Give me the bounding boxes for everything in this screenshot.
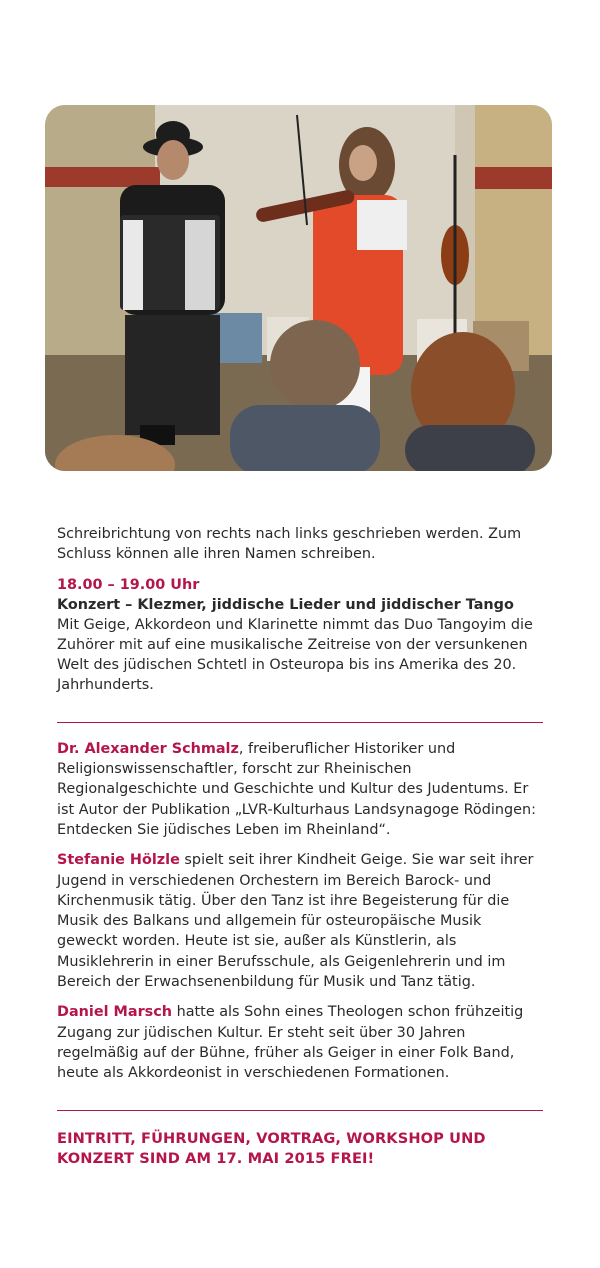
bio-schmalz: [57, 739, 543, 840]
event-time: 18.00 – 19.00 Uhr: [57, 576, 200, 593]
bio-name: Dr. Alexander Schmalz: [57, 740, 239, 757]
bio-text: , freiberuflicher Historiker und Religionswissenschaftler, forscht zur Rheinischen Regionalgeschichte und Geschichte und Kultur des Judentums. Er ist Autor der Publikation „LVR-Kulturhaus Landsynagoge Rödingen: Entdecken Sie jüdisches Leben im Rheinland“.: [57, 740, 536, 838]
intro-text: Schreibrichtung von rechts nach links geschrieben werden. Zum Schluss können alle ihren Namen schreiben.: [57, 526, 522, 563]
event-description: Mit Geige, Akkordeon und Klarinette nimmt das Duo Tangoyim die Zuhörer mit auf eine musikalische Zeitreise von der versunkenen Welt des jüdischen Schtetl in Osteuropa bis ins Amerika des 20. Jahrhunderts.: [57, 616, 533, 694]
bio-name: Stefanie Hölzle: [57, 852, 180, 869]
content: [57, 524, 543, 1170]
bio-text: hatte als Sohn eines Theologen schon frühzeitig Zugang zur jüdischen Kultur. Er steht seit über 30 Jahren regelmäßig auf der Bühne, früher als Geiger in einer Folk Band, heute als Akkordeonist in verschiedenen Formationen.: [57, 1004, 524, 1082]
bio-marsch: [57, 1002, 543, 1083]
free-entry-notice: EINTRITT, FÜHRUNGEN, VORTRAG, WORKSHOP UND KONZERT SIND AM 17. MAI 2015 FREI!: [57, 1129, 486, 1168]
concert-photo: [45, 105, 552, 471]
bio-hoelzle: [57, 850, 543, 992]
bio-text: spielt seit ihrer Kindheit Geige. Sie war seit ihrer Jugend in verschiedenen Orchestern im Bereich Barock- und Kirchenmusik tätig. Über den Tanz ist ihre Begeisterung für die Musik des Balkans und allgemein für osteuropäische Musik geweckt worden. Heute ist sie, außer als Künstlerin, als Musiklehrerin in einer Berufsschule, als Geigenlehrerin und im Bereich der Erwachsenenbildung für Musik und Tanz tätig.: [57, 852, 534, 991]
event-title: Konzert – Klezmer, jiddische Lieder und jiddischer Tango: [57, 596, 514, 613]
concert-photo-illustration: [45, 105, 552, 471]
bio-name: Daniel Marsch: [57, 1004, 173, 1021]
